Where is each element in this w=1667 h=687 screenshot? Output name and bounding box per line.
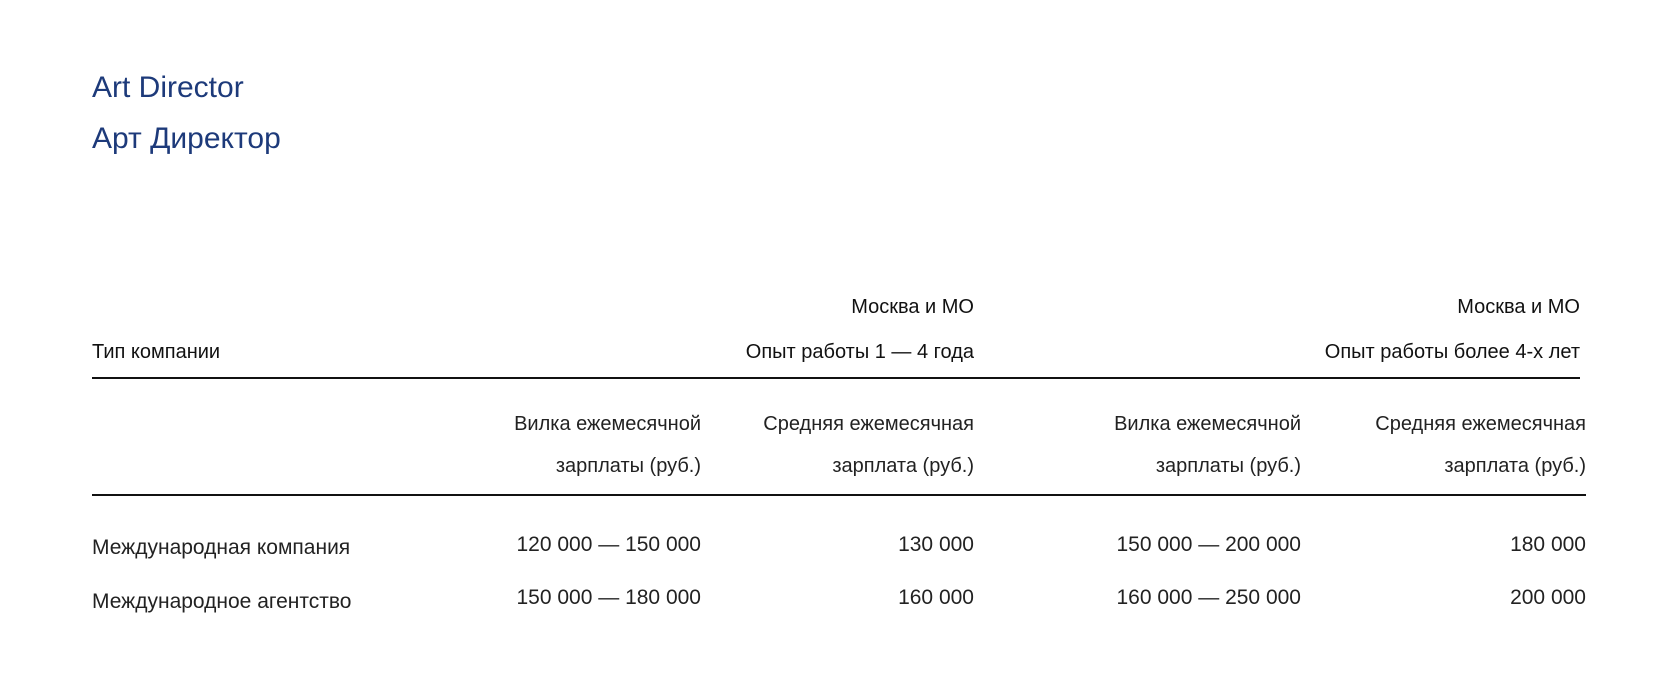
row-2-value-3: 160 000 — 250 000 bbox=[1116, 586, 1301, 609]
table-header-rule bbox=[92, 494, 1586, 496]
group-2-region: Москва и МО bbox=[1457, 296, 1580, 318]
row-header-label: Тип компании bbox=[92, 341, 221, 363]
row-2-value-2: 160 000 bbox=[898, 586, 974, 609]
col-3-header-line1: Вилка ежемесячной bbox=[1114, 413, 1301, 435]
row-2-value-4: 200 000 bbox=[1510, 586, 1586, 609]
table-top-rule bbox=[92, 377, 1580, 379]
col-2-header-line1: Средняя ежемесячная bbox=[763, 413, 974, 435]
row-2-value-1: 150 000 — 180 000 bbox=[516, 586, 701, 609]
col-3-header-line2: зарплаты (руб.) bbox=[1155, 455, 1301, 477]
row-1-value-4: 180 000 bbox=[1510, 533, 1586, 556]
row-1-value-2: 130 000 bbox=[898, 533, 974, 556]
row-1-value-1: 120 000 — 150 000 bbox=[516, 533, 701, 556]
col-2-header-line2: зарплата (руб.) bbox=[832, 455, 974, 477]
group-1-region: Москва и МО bbox=[851, 296, 974, 318]
row-2-type: Международное агентство bbox=[92, 590, 352, 613]
group-2-experience: Опыт работы более 4-х лет bbox=[1324, 341, 1580, 363]
row-1-value-3: 150 000 — 200 000 bbox=[1116, 533, 1301, 556]
col-4-header-line2: зарплата (руб.) bbox=[1444, 455, 1586, 477]
page-title-en: Art Director bbox=[92, 71, 244, 104]
col-4-header-line1: Средняя ежемесячная bbox=[1375, 413, 1586, 435]
group-1-experience: Опыт работы 1 — 4 года bbox=[745, 341, 974, 363]
row-1-type: Международная компания bbox=[92, 536, 351, 559]
col-1-header-line1: Вилка ежемесячной bbox=[514, 413, 701, 435]
col-1-header-line2: зарплаты (руб.) bbox=[555, 455, 701, 477]
page-title-ru: Арт Директор bbox=[92, 122, 281, 155]
